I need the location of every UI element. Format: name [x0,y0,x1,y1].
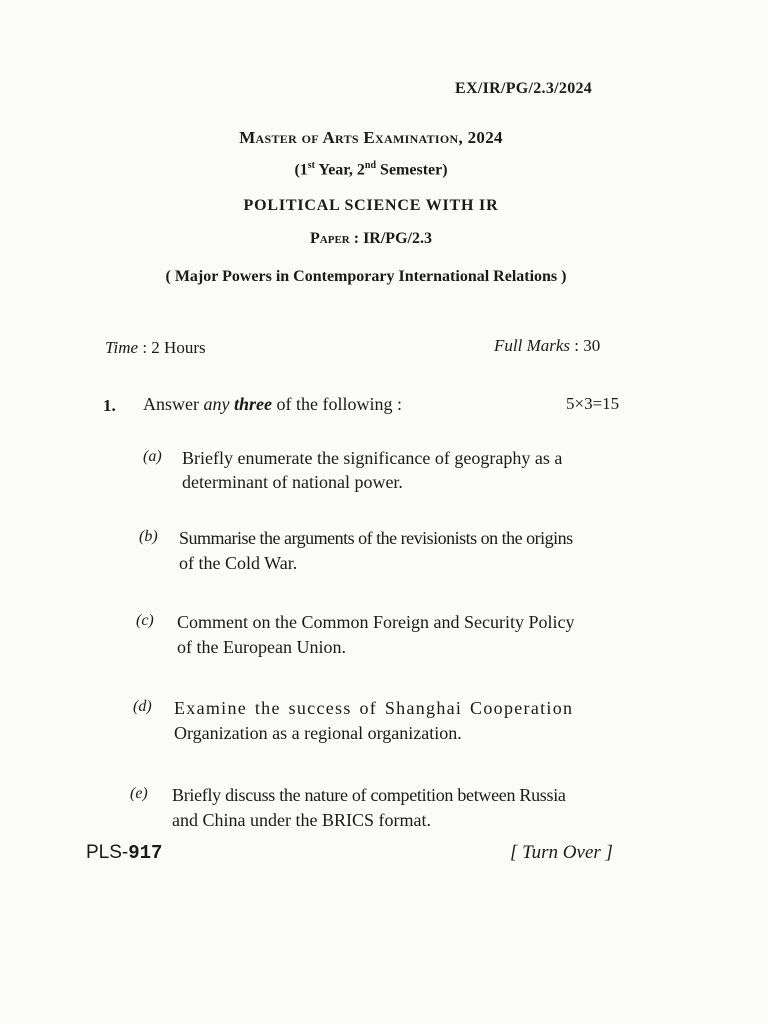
question-number: 1. [103,396,116,415]
year-word: Year, 2 [318,161,365,179]
item-label: (b) [139,528,158,545]
year-open: ( [294,161,300,179]
year-suffix: st [307,160,315,171]
question-instruction [143,394,402,415]
time-label: Time [105,338,139,357]
year-number: 1 [299,161,308,179]
item-text-line1: Briefly enumerate the significance of geography as a [182,448,563,468]
marks-label: Full Marks [494,336,571,355]
exam-title: Master of Arts Examination, 2024 [239,128,503,147]
time-value: : 2 Hours [142,338,206,357]
semester-word: Semester) [380,161,448,179]
semester-suffix: nd [364,160,377,171]
item-text-line2: of the Cold War. [179,553,298,573]
item-label: (e) [130,785,148,802]
paper-number: Paper : IR/PG/2.3 [310,230,432,247]
instruction-pre: Answer [143,394,204,414]
paper-title: ( Major Powers in Contemporary International Relations ) [165,268,567,285]
time-allowed [105,338,206,358]
item-text-line2: Organization as a regional organization. [174,723,462,743]
instruction-three: three [234,394,272,414]
item-text-line2: and China under the BRICS format. [172,810,431,830]
item-text-line1: Examine the success of Shanghai Cooperation [174,698,574,718]
item-text-line2: determinant of national power. [182,472,403,492]
item-label: (d) [133,698,152,715]
item-label: (a) [143,448,162,465]
item-label: (c) [136,612,154,629]
turn-over-note: [ Turn Over ] [510,842,613,863]
instruction-post: of the following : [272,394,402,414]
item-text-line2: of the European Union. [177,637,346,657]
subject-title: POLITICAL SCIENCE WITH IR [243,197,499,214]
year-semester [0,160,742,179]
instruction-any: any [203,394,230,414]
item-text-line1: Briefly discuss the nature of competition between Russia [172,785,566,805]
paper-code: EX/IR/PG/2.3/2024 [455,80,593,97]
footer-code-prefix: PLS- [86,842,129,863]
footer-paper-code [86,842,162,864]
question-marks: 5×3=15 [566,394,620,413]
footer-code-number: 917 [128,842,163,864]
item-text-line1: Comment on the Common Foreign and Security Policy [177,612,575,632]
marks-value: : 30 [574,336,601,355]
full-marks [494,336,600,356]
item-text-line1: Summarise the arguments of the revisionists on the origins [179,528,573,548]
